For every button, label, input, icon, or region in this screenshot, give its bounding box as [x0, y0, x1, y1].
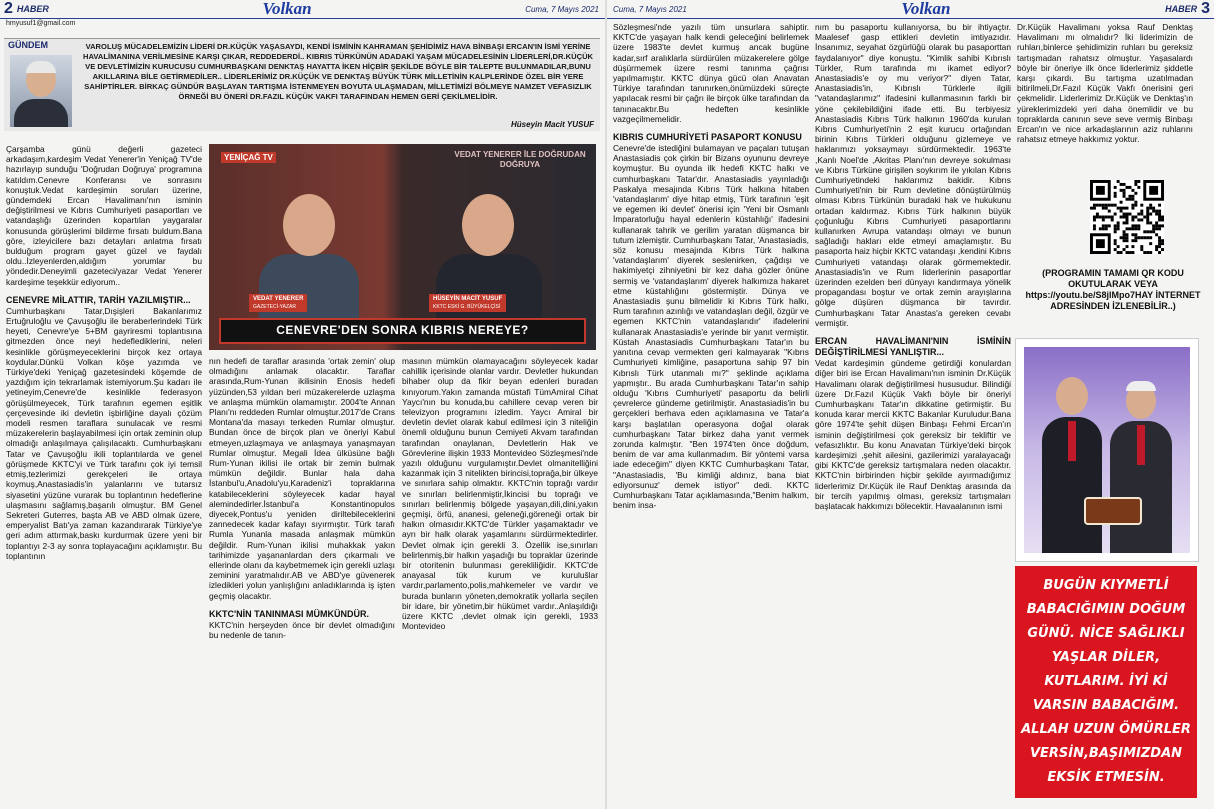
author-email: hmyusuf1@gmail.com [6, 20, 76, 27]
guest1-caption: VEDAT YENERER GAZETECİ-YAZAR [249, 294, 307, 312]
right-column-2 [815, 22, 1011, 804]
guest2-caption: HÜSEYİN MACİT YUSUF KKTC ESKİ G. BÜYÜKELÇİSİ [429, 294, 506, 312]
section-label: HABER [16, 4, 49, 14]
tv-channel-logo: YENİÇAĞ TV [221, 152, 276, 163]
body-paragraph: Cumhurbaşkanı Tatar,Dışişleri Bakanlarımız Ertuğruloğlu ve Çavuşoğlu ile beraberlerindeki Türk heyeti, Cenevre'ye 5+BM gayriresmi toplantısına gitmezden önce neyi hedeflediklerini, neleri kesinlikle görüşmeyeceklerini birçok kez ortaya koydular.Dünkü Volkan köşe yazımda ve Türkiye'deki Yeniçağ gazetesindeki köşemde de yazdığım için tekrarlamak istemiyorum.Şu kadarı ile yetineyim,Cenevre'de kesinlikle federasyon görüşülmeyecek, Türk tarafının egemen eşitlik çerçevesinde iki devletin işbirliğine dayalı çözüm modeli resmen taraflara sunulacak ve resmi müzakerelerin başlayabilmesi için ortak zeminin olup olmadığı anlaşılmaya çalışılacaktı. Cumhurbaşkanı Tatar ve Çavuşoğlu ikili toplantılarda ve genel görüşmede KKTC'yi ve Türk tarafını çok iyi temsil etmiş,tezlerimizi gerekçeleri ile ortaya koymuş,Anastasiadis'in yalanlarını ve tutarsız siyasetini yüzüne vurarak bu toplantının hedeflerine ulaşmasını sağlamış,başarılı olmuştur. BM Genel Sekreteri Guterres, başta AB ve ABD olmak üzere, emperyalist Batı'ya zaman kazandırarak Türkiye'ye geri adım attırmak,baskı kurdurmak üzere yeni bir toplantıyı 2-3 ay sonra toplayacağını açıklamıştır. Bu toplantının [6, 305, 202, 561]
author-avatar [10, 55, 72, 127]
masthead-logo: Volkan [901, 0, 951, 18]
body-paragraph: masının mümkün olamayacağını söyleyecek kadar cahillik içerisinde olanlar vardır. Devletler hukundan bihaber olup da fikir beyan edenleri buradan kınıyorum.Yakın zamanda müstafi TümAmiral Cihat Yaycı'nın bu konuda,bu cahillere cevap veren bir televizyon programını izledim. Yaycı Amiral bir devletin devlet olarak kabul edilmesi için 3 niteliğin önemli olduğunu bunun Cemiyeti Akvam tarafından tarafından onaylanan, Devletlerin Hak ve Görevlerine ilişkin 1933 Montevideo Sözleşmesi'nde yazılı olduğunu vurgulamıştır.Devlet olmanitelliğini kazanmak için 3 nitelikten birincisi,toprağa,bir ülkeye ve sınırlara sahip olmaktır. KKTC'nin toprağı vardır ve sınırları belirlenmiştir,İkincisi bu toprağı ve sınırları belirlenmiş bölgede yaşayan,dili,dini,yakın geçmişi, örfü, ananesi, geleneği,göreneği ortak bir halkın olmasıdır.KKTC'de Türkler yaşamaktadır ve ayrı bir halk olarak yaşamlarını sürdürmektedirler. Devlet olmak için gerekli 3. Özellik ise,sınırları belirlenmiş,bir halkın yaşadığı bu topraklar üzerinde bir otoritenin bulunması gerekliliğidir. KKTC'de anayasal tük kurum ve kurulušlar vardır,parlamento,polis,mahkemeler ve vardır ve burada bunların yöneten,demokratik yollarla seçilen bir idare, bir yönetim,bir hükümet vardır..Anlaşıldığı üzere KKTC ,devlet olmak için gerekli, 1933 Montevideo [402, 356, 598, 632]
left-column-1 [6, 144, 202, 804]
left-column-3 [402, 356, 598, 804]
masthead-logo: Volkan [262, 0, 312, 18]
body-paragraph: Sözleşmesi'nde yazılı tüm unsurlara sahiptir. KKTC'de yaşayan halk kendi geleceğini belirlemek üzere 1983'te devlet kurmuş ancak bugüne kadar,sırf aralıklarla sürdürülen müzakerelere gölge düşürmemek üzere resmi tanınma çağrısı yapılmamıştır. KKTC dünya gücü olan Anavatan Türkiye tarafından tanınırken,önümüzdeki süreçte yapılacak resmi bir çağrı ile birçok ülke tarafından da tanınacaktır.Bu hedeften kesinlikle vazgeçilmemelidir. [613, 22, 809, 124]
issue-date: Cuma, 7 Mayıs 2021 [613, 4, 687, 14]
body-paragraph: KKTC'nin herşeyden önce bir devlet olmadığını bu nedenle de tanın- [209, 619, 395, 641]
page-number: 2 [4, 0, 13, 17]
tv-screenshot [209, 144, 596, 350]
gundem-label: GÜNDEM [8, 40, 48, 50]
issue-date: Cuma, 7 Mayıs 2021 [525, 4, 599, 14]
subheading-ercan: ERCAN HAVALİMANI'NIN İSMİNİN DEĞİŞTİRİLMESİ YANLIŞTIR... [815, 336, 1011, 358]
gundem-summary: VAROLUŞ MÜCADELEMİZİN LİDERİ DR.KÜÇÜK YAŞASAYDI, KENDİ İSMİNİN KAHRAMAN ŞEHİDİMİZ HAVA BİNBAŞI ERCAN'IN İSMİ YERİNE HAVALİMANINA VERİLMESİNE KARŞI ÇIKAR, REDDEDERDİ.. KIBRIS TÜRKÜNÜN ADADAKİ YAŞAM MÜCADELESİNİN LİDERLERİ,DR.KÜÇÜK VE DEVLETİMİZİN KURUCUSU CUMHURBAŞKANI DENKTAŞ HAYATTA İKEN HİÇBİR ŞEKİLDE BÖYLE BİR TALEPTE BULUNMADILAR,BUNU AKILLARINA BİLE GETİRMEDİLER.. LİDERLERİMİZ DR.KÜÇÜK VE DENKTAŞ BÜYÜK TÜRK MİLLETİNİN KALPLERİNDE ÖZEL BİR YERE SAHİPTİRLER. BİRKAÇ GÜNDÜR BAŞLAYAN TARTIŞMA İSTENMEYEN BOYUTA ULAŞMADAN, MİLLETİMİZİ BÖLMEYE NAMZET VEFASIZLIK ÖRNEĞİ BU ÖNERİ DR.FAZIL KÜÇÜK VAKFI TARAFINDAN HEMEN GERİ ÇEKİLMELİDİR. [82, 42, 594, 101]
left-header [0, 0, 605, 19]
right-column-3 [1017, 22, 1193, 178]
gundem-box [4, 38, 600, 131]
birthday-greeting-text: BUGÜN KIYMETLİ BABACIĞIMIN DOĞUM GÜNÜ. NİCE SAĞLIKLI YAŞLAR DİLER, KUTLARIM. İYİ Kİ VARSIN BABACIĞIM. ALLAH UZUN ÖMÜRLER VERSİN,BAŞIMIZDAN EKSİK ETMESİN. [1021, 578, 1191, 785]
intro-paragraph: Çarşamba günü değerli gazeteci arkadaşım,kardeşim Vedat Yenerer'in Yeniçağ TV'de hazırlayıp sunduğu 'Doğrudan Doğruya' programına katıldım.Cenevre Konferansı ve sonrasını konuştuk.Vedat kardeşimin soruları üzerine, gündemdeki Ercan Havalimanı'nın isminin değiştirilmesi ve Kıbrıs Cumhuriyeti pasaportları ve vatandaşlığı üzerinden kopartılan yaygaralar konusunda görüşlerimi bildirme fırsatı buldum.Bana göre, izleyicilere bazı detayları anlatma fırsatı bulduğum program gayet güzel ve faydalı oldu..İzleyenlerden,aldığım yorumlar bu yöndedir.Deneyimli gazeteci/yazar Vedat Yenerer kardeşime teşekkür ediyorum.. [6, 144, 202, 287]
body-paragraph: nım bu pasaportu kullanıyorsa, bu bir ihtiyaçtır. Maalesef gasp ettikleri devletin imtiyazıdır. İnsanımız, seyahat özgürlüğü olarak bu pasaporttan faydalanıyor" diye konuştu. "Kimlik sahibi Kıbrıslı Türkler, Rum tarafında mı ikamet ediyor? Anastasiadis'e oy mu veriyor?" diyen Tatar, Anastasiadis'in, Kıbrıslı Türklerle ilgili "vatandaşlarımız" ifadesini kullanmasının farklı bir yöne çekilebildiğini ifade etti. Bu terbiyesiz Anastasiadis Kıbrıs Türk halkının 1960'da kurulan Kıbrıs Cumhuriyeti'nin 2 eşit kurucu ortağından birinin Kıbrıs Türkleri olduğunu gizlemeye ve haklarımızı yoksaymayı sürdürmektedir. 1963'te ,Kanlı Noel'de ,Akritas Planı'nın devreye sokulması ve Kıbrıs Türküne girişilen soykırım ile yıkılan Kıbrıs Cumhuriyetindeki haklarımız bakidir. Kıbrıs Cumhuriyeti'nin bir Rum devletine dönüştürülmüş olması Kıbrıs Türkünün buradaki hak ve hukukunu ortadan kaldırmaz. Kıbrıs Türk halkının büyük çoğunluğu Kıbrıs Cumhuriyeti pasaportlarını kullanırken Avrupa vatandaşı olmayı ve bunun sağladığı hakları elde etmeyi amaçlamıştır. Bu pasaporta haiz hiçbir KKTC vatandaşı ,kendini Kıbrıs Cumhuriyeti vatandaşı olarak görmemektedir. Anastasiadis'in ve Rum liderlerinin pasaportlar üzerinden ezelden beri dünyayı kandırmaya yönelik propagandası boştur ve ortak zemin arayışlarına gölge düşüren düşmanca bir tavırdır. Cumhurbaşkanı Tatar Anastas'a gereken cevabı vermiştir. [815, 22, 1011, 328]
family-photo [1015, 338, 1199, 562]
qr-caption: (PROGRAMIN TAMAMI QR KODU OKUTULARAK VEYA https://youtu.be/S8jlMpo7HAY İNTERNET ADRESİNDEN İZLENEBİLİR..) [1025, 268, 1201, 311]
section-label: HABER [1165, 4, 1198, 14]
body-paragraph: nın hedefi de taraflar arasında 'ortak zemin' olup olmadığını anlamak olacaktır. Taraflar arasında,Rum-Yunan ikilisinin Enosis hedefi yüzünden,53 yıldan beri müzakerelerde uzlaşma ve anlaşma mümkün olamamıştır. 2004'te Annan Planı'nı reddeden Rumlar olmuştur.2017'de Crans Montana'da masayı terkeden Rumlar olmuştur. Bundan önce de birçok plan ve öneriyi Kabul etmeyen,uzlaşmaya ve anlaşmaya yanaşmayan Rumlar olmuştur. Megali İdea ülküsüne bağlı Rum-Yunan ikilisi ile ortak bir zemin bulmak mümkün değildir. Bunlar hala daha İstanbul'u,Anadolu'yu,Karadeniz'i topraklarına katabileceklerini söyleyecek kadar hayal alemindedirler.İstanbul'a Konstantinopulos diyecek,Pontus'u yeniden diriltebileceklerini zannedecek kadar kafayı sıyırmıştır. Türk tarafı Rumla Yunanla masada anlaşmak mümkün değildir. Rum-Yunan ikilisi muhakkak yakın tarihimizde yaşananlardan ders çıkarmalı ve ellerinde olanı da kaybetmemek için gerekli uzlaşı zeminini yaratmalıdır.AB ve ABD'ye güvenerek izledikleri yolun yanlışlığını anladıklarında iş işten geçmiş olacaktır. [209, 356, 395, 601]
left-page [0, 0, 605, 809]
body-paragraph: Dr.Küçük Havalimanı yoksa Rauf Denktaş Havalimanı mı olmalıdır? İki liderimizin de ruhları,binlerce şehidimizin ruhları bu gereksiz tartışmadan rahatsız olmuştur. Yaşasalardı böyle bir öneriye ilk önce liderlerimiz şiddetle karşı çıkardı. Bu tartışma uzatılmadan bitirilmeli,Dr.Fazıl Küçük Vakfı önerisini geri çekmelidir. Liderlerimiz Dr.Küçük ve Denktaş'ın yüreklerimizdeki yeri daha önemlidir ve bu topraklarda canının seve seve vermiş Binbaşı Ercan'ın ve nice arkadaşlarının aziz ruhlarını rahatsız etmeye hakkımız yoktur. [1017, 22, 1193, 145]
subheading-cenevre: CENEVRE MİLATTIR, TARİH YAZILMIŞTIR... [6, 294, 191, 305]
left-column-2 [209, 356, 395, 804]
right-column-1 [613, 22, 809, 804]
author-byline: Hüseyin Macit YUSUF [511, 120, 594, 129]
body-paragraph: Cenevre'de istediğini bulamayan ve paçaları tutuşan Anastasiadis çok çirkin bir Bizans oyununu devreye koymuştur. Bu oyunda ilk hedefi KKTC halkı ve cumhurbaşkanı Tatar'dır. Anastasiadis yayınladığı Paskalya mesajında Kıbrıs Türk halkına hitaben 'vatandaşlarım' diye hitap etmiş, Türk tarafının 'eşit ve egemen iki devlet' önerisi için 'Yeni bir Osmanlı İmparatorluğu hayal edenlerin küstahlığı' ifadesini kullanarak tahrik ve gerilim yaratan düşmanca bir tutum izlemiştir. Cumhurbaşkanı Tatar, 'Anastasiadis, söz konusu mesajında Kıbrıs Türk halkına 'vatandaşlarım' diyerek seslenirken, çağdışı ve hakimiyetçi zihniyetini bir kez daha gözler önüne sermiş ve 'vatandaşlarım' diyerek halkımıza hakaret etme küstahlığını göstermiştir. Dünya ve Anastasiadis şunu bilmelidir ki Kıbrıs Türk halkı, Rum tarafının azınlığı ve vatandaşları değil, özgür ve egemen KKTC'nin vatandaşlarıdır' ifadelerini kullanarak Anastasiadis'e yerinde bir yanıt vermiştir. Küstah Anastasiadis Cumhurbaşkanı Tatar'ın bu yanıtına cevap vermekten geri kalmayarak "Kıbrıs Cumhuriyeti kimliğine, pasaportuna sahip 97 bin Kıbrıslı Türk utanmalı mı?" şeklinde açıklama yapmıştır.. Bu arada Cumhurbaşkanı Tatar'ın sahip olduğu 'Kıbrıs Cumhuriyeti' pasaportu da belirli çevrelerce gündeme getirilmiştir. Anastasiadis'in bu gerçekleri berhava eden açıklamasına ve Tatar'a karşı başlatılan operasyona doğal olarak cumhurbaşkanı Tatar birkez daha yanıt vermek zorunda kalmıştır. "Ben 1974'ten önce doğdum, benim de var ama kullanmadım. Bir yöntemi varsa iade edeceğim" diyen KKTC Cumhurbaşkanı Tatar, "Anastasiadis, 'Bu kimliği aldınız, bana biat ediyorsunuz' demek istiyor" dedi. KKTC Cumhurbaşkanı Tatar açıklamasında,"Benim halkım, benim insa- [613, 143, 809, 511]
subheading-pasaport: KIBRIS CUMHURİYETİ PASAPORT KONUSU [613, 132, 802, 143]
tv-program-slogan: VEDAT YENERER İLE DOĞRUDAN DOĞRUYA [454, 150, 586, 169]
tv-banner: CENEVRE'DEN SONRA KIBRIS NEREYE? [219, 318, 586, 344]
right-header [607, 0, 1214, 19]
body-paragraph: Vedat kardeşimin gündeme getirdiği konulardan diğer biri ise Ercan Havalimanı'nın isminin Dr.Küçük Havalimanı olarak değiştirilmesi hususudur. Bilindiği üzere Dr.Fazıl Küçük Vakfı böyle bir öneriyi Cumhurbaşkanı Tatar'ın dikkatine getirmiştir. Bu konuda karar mercii KKTC Bakanlar Kuruludur.Bana göre 1974'te şehit düşen Binbaşı Fehmi Ercan'ın isminin değiştirilmesi çok gereksiz bir tekliftir ve vefasızlıktır. Bu konu Anavatan Türkiye'deki birçok kardeşimizi ,şehit ailesini, gazilerimizi yaralayacağı gibi KKTC'de gereksiz tartışmalara neden olacaktır. KKTC'nin birbirinden hiçbir şekilde ayırmadığımız liderlerimiz Dr.Küçük ile Rauf Denktaş arasında da bir tercih yapılmış olması, gereksiz tartışmaları başlatacak hakkımızı bölecektir. Havaalanının ismi [815, 358, 1011, 511]
subheading-kktc: KKTC'NİN TANINMASI MÜMKÜNDÜR. [209, 608, 369, 619]
page-number: 3 [1201, 0, 1210, 17]
qr-code-icon[interactable] [1090, 180, 1164, 254]
birthday-greeting-box [1015, 566, 1197, 798]
